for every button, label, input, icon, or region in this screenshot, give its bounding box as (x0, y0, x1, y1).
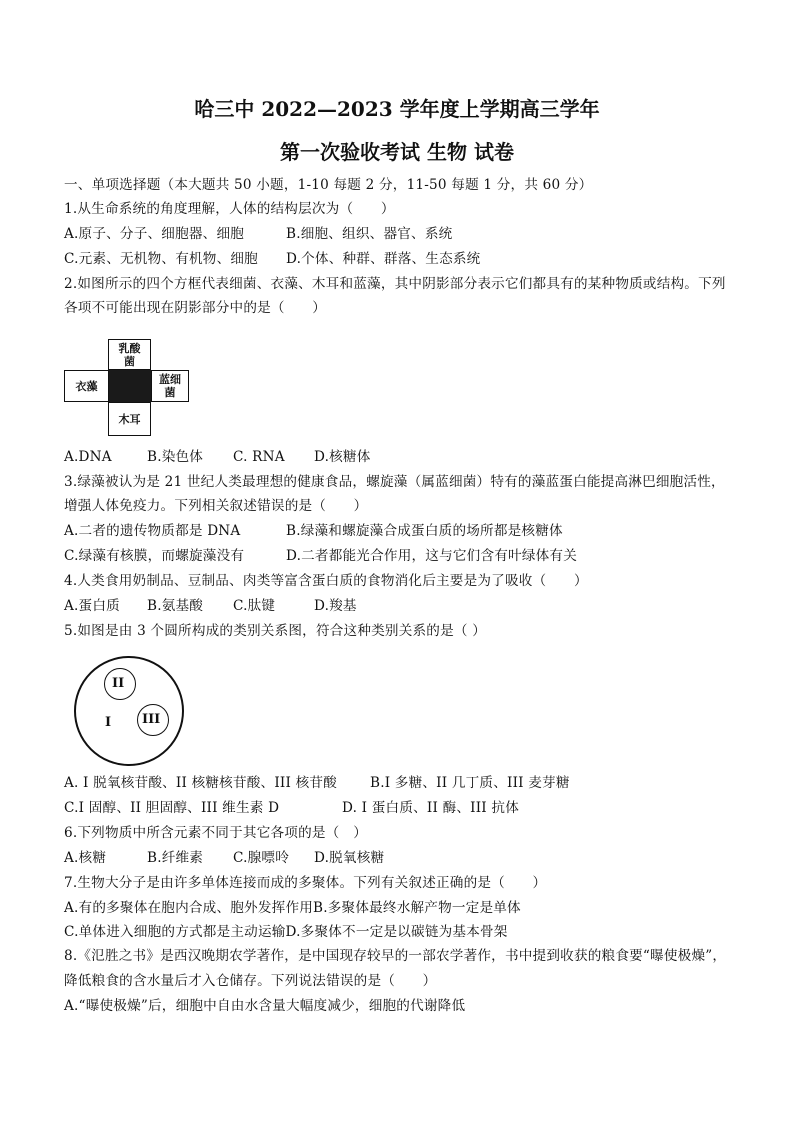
q8-stem-line2: 降低粮食的含水量后才入仓储存。下列说法错误的是（ ） (64, 973, 437, 989)
q2-box-top-label1: 乳酸 (118, 341, 141, 355)
q2-option-d: D.核糖体 (314, 449, 371, 465)
q5-option-a: A. I 脱氧核苷酸、II 核糖核苷酸、III 核苷酸 (64, 775, 337, 791)
q4-stem: 4.人类食用奶制品、豆制品、肉类等富含蛋白质的食物消化后主要是为了吸收（ ） (64, 573, 588, 589)
section-heading: 一、单项选择题（本大题共 50 小题，1-10 每题 2 分，11-50 每题 1 分，共 60 分） (64, 177, 593, 193)
q2-box-fungus (108, 402, 151, 436)
q2-stem-line2: 各项不可能出现在阴影部分中的是（ ） (64, 300, 327, 316)
q3-stem-line2: 增强人体免疫力。下列相关叙述错误的是（ ） (64, 498, 368, 514)
q1-stem: 1.从生命系统的角度理解，人体的结构层次为（ ） (64, 201, 395, 217)
q4-option-b: B.氨基酸 (147, 598, 204, 614)
q3-option-c: C.绿藻有核膜，而螺旋藻没有 (64, 548, 245, 564)
exam-title-line2: 第一次验收考试 生物 试卷 (280, 140, 514, 164)
q7-options-ab: A.有的多聚体在胞内合成、胞外发挥作用B.多聚体最终水解产物一定是单体 (64, 900, 521, 916)
q3-stem-line1: 3.绿藻被认为是 21 世纪人类最理想的健康食品，螺旋藻（属蓝细菌）特有的藻蓝蛋白能提高淋巴细胞活性， (64, 474, 725, 490)
q2-box-cyanobacteria (151, 370, 189, 402)
q6-option-b: B.纤维素 (147, 850, 204, 866)
q5-stem: 5.如图是由 3 个圆所构成的类别关系图，符合这种类别关系的是（ ） (64, 623, 487, 639)
q5-label-top: II (112, 676, 125, 691)
q2-box-left-label: 衣藻 (75, 379, 98, 393)
q2-option-c: C. RNA (233, 449, 285, 465)
q5-option-c: C.I 固醇、II 胆固醇、III 维生素 D (64, 800, 280, 816)
q2-box-right-label1: 蓝细 (159, 373, 181, 386)
q1-option-a: A.原子、分子、细胞器、细胞 (64, 226, 245, 242)
q6-stem: 6.下列物质中所含元素不同于其它各项的是（ ） (64, 825, 368, 841)
q6-option-d: D.脱氧核糖 (314, 850, 385, 866)
q2-option-a: A.DNA (64, 449, 112, 465)
q5-option-b: B.I 多糖、II 几丁质、III 麦芽糖 (370, 775, 570, 791)
q1-option-c: C.元素、无机物、有机物、细胞 (64, 251, 258, 267)
q6-option-c: C.腺嘌呤 (233, 850, 290, 866)
q4-option-d: D.羧基 (314, 598, 357, 614)
q2-box-right-label2: 菌 (164, 386, 176, 399)
exam-title-line1: 哈三中 2022—2023 学年度上学期高三学年 (194, 97, 600, 121)
q2-stem-line1: 2.如图所示的四个方框代表细菌、衣藻、木耳和蓝藻，其中阴影部分表示它们都具有的某种物质或结构。下列 (64, 276, 726, 292)
q7-stem: 7.生物大分子是由许多单体连接而成的多聚体。下列有关叙述正确的是（ ） (64, 875, 547, 891)
q4-option-a: A.蛋白质 (64, 598, 120, 614)
q8-option-a: A.“曝使极燥”后，细胞中自由水含量大幅度减少，细胞的代谢降低 (64, 998, 466, 1014)
q4-option-c: C.肽键 (233, 598, 276, 614)
q7-options-cd: C.单体进入细胞的方式都是主动运输D.多聚体不一定是以碳链为基本骨架 (64, 924, 508, 940)
q3-option-d: D.二者都能光合作用，这与它们含有叶绿体有关 (286, 548, 578, 564)
q2-box-lactobacillus (108, 339, 151, 370)
q3-option-a: A.二者的遗传物质都是 DNA (64, 523, 241, 539)
q2-box-bottom-label: 木耳 (118, 412, 141, 426)
q3-option-b: B.绿藻和螺旋藻合成蛋白质的场所都是核糖体 (286, 523, 563, 539)
q5-label-right: III (142, 712, 161, 727)
q2-box-top-label2: 菌 (124, 354, 135, 368)
q2-box-chlamydomonas (64, 370, 109, 402)
q5-label-outer: I (105, 715, 112, 730)
q2-option-b: B.染色体 (147, 449, 204, 465)
q2-shaded-center (109, 370, 151, 402)
q1-option-d: D.个体、种群、群落、生态系统 (286, 251, 481, 267)
q1-option-b: B.细胞、组织、器官、系统 (286, 226, 453, 242)
q6-option-a: A.核糖 (64, 850, 107, 866)
q8-stem-line1: 8.《氾胜之书》是西汉晚期农学著作，是中国现存较早的一部农学著作，书中提到收获的粮食要“曝使极燥”， (64, 948, 727, 964)
q5-option-d: D. I 蛋白质、II 酶、III 抗体 (342, 800, 519, 816)
